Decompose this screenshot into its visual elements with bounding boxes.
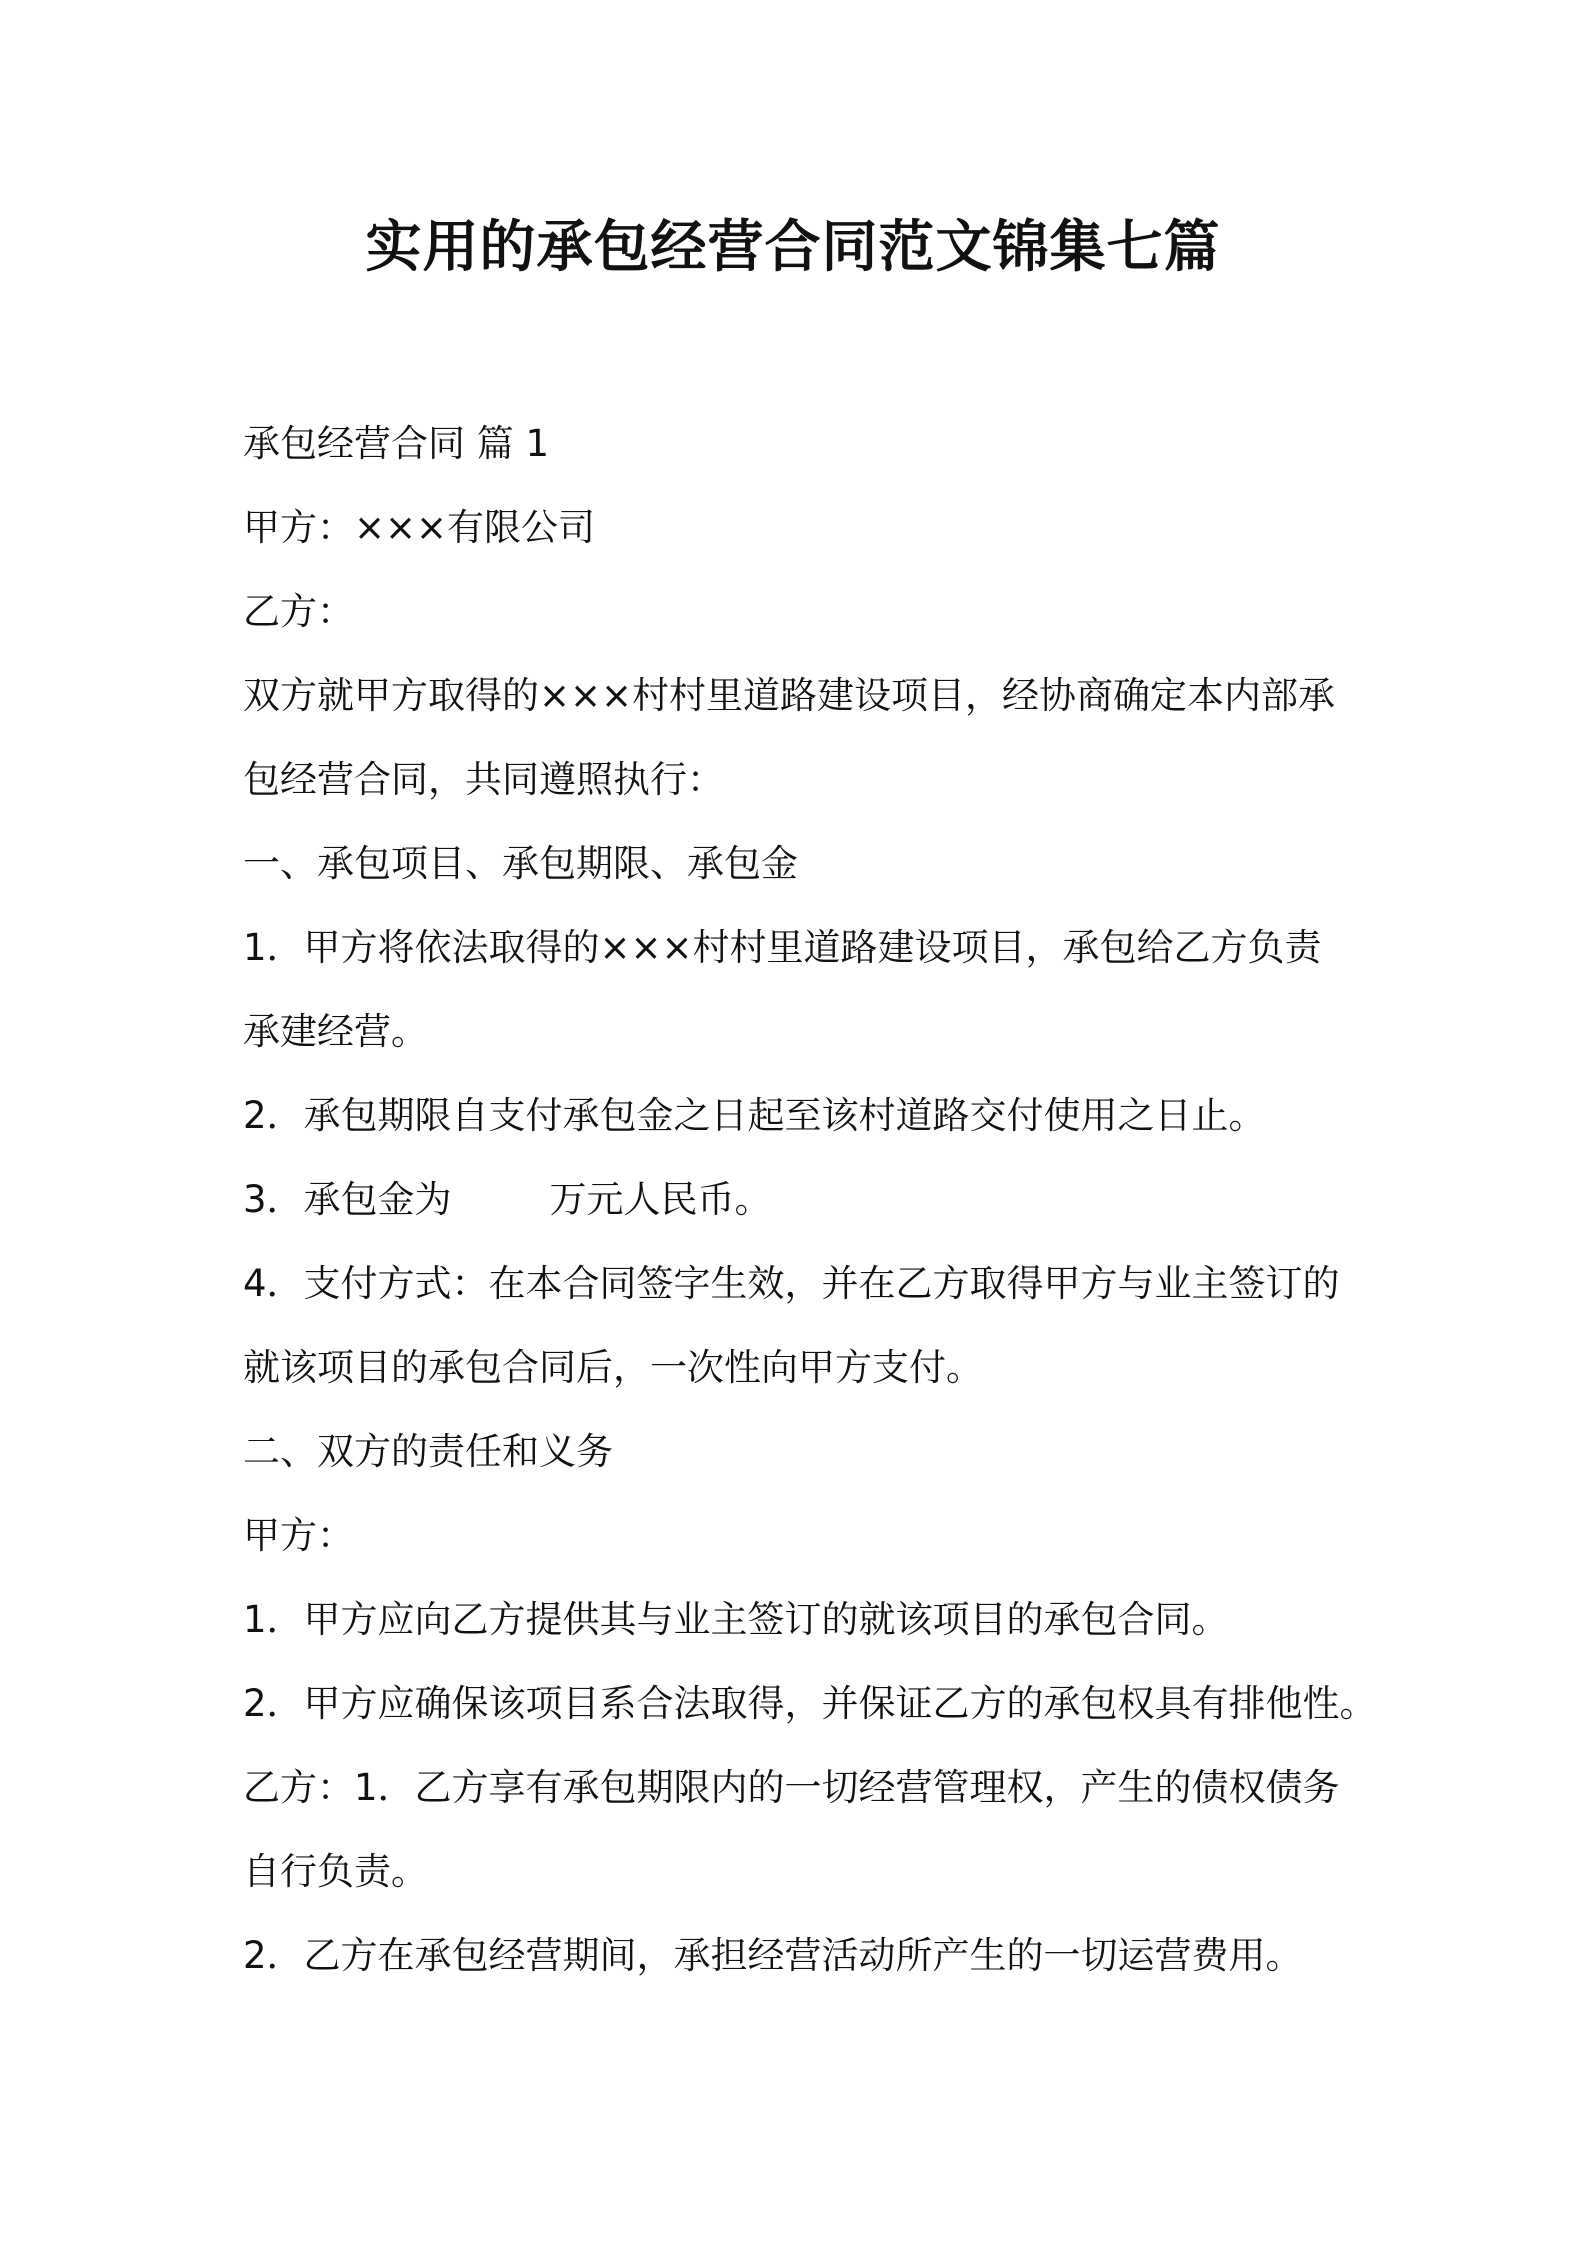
paragraph-line: 就该项目的承包合同后，一次性向甲方支付。 [243,1346,983,1389]
paragraph-line: 1．甲方将依法取得的×××村村里道路建设项目，承包给乙方负责 [243,926,1322,969]
paragraph-line: 2．承包期限自支付承包金之日起至该村道路交付使用之日止。 [243,1094,1266,1137]
paragraph-line: 甲方：×××有限公司 [243,506,596,549]
paragraph-line [243,1158,1373,1242]
paragraph-line: 4．支付方式：在本合同签字生效，并在乙方取得甲方与业主签订的 [243,1262,1340,1305]
section-heading: 一、承包项目、承包期限、承包金 [243,842,798,885]
paragraph-line: 2．甲方应确保该项目系合法取得，并保证乙方的承包权具有排他性。 [243,1682,1377,1725]
document-body [243,402,1377,1998]
document-title: 实用的承包经营合同范文锦集七篇 [365,215,1221,280]
paragraph-line: 乙方： [243,590,354,633]
paragraph-line: 自行负责。 [243,1850,428,1893]
paragraph-line: 1．甲方应向乙方提供其与业主签订的就该项目的承包合同。 [243,1598,1229,1641]
amount-unit: 万元人民币。 [549,1178,772,1221]
paragraph-line: 承建经营。 [243,1010,428,1053]
amount-label: 3．承包金为 [243,1178,452,1221]
paragraph-line: 2．乙方在承包经营期间，承担经营活动所产生的一切运营费用。 [243,1934,1303,1977]
section-heading: 二、双方的责任和义务 [243,1430,613,1473]
paragraph-line: 承包经营合同 篇 1 [243,422,550,465]
paragraph-line: 包经营合同，共同遵照执行： [243,758,724,801]
paragraph-line: 甲方： [243,1514,354,1557]
paragraph-line: 乙方：1．乙方享有承包期限内的一切经营管理权，产生的债权债务 [243,1766,1340,1809]
paragraph-line: 双方就甲方取得的×××村村里道路建设项目，经协商确定本内部承 [243,674,1336,717]
